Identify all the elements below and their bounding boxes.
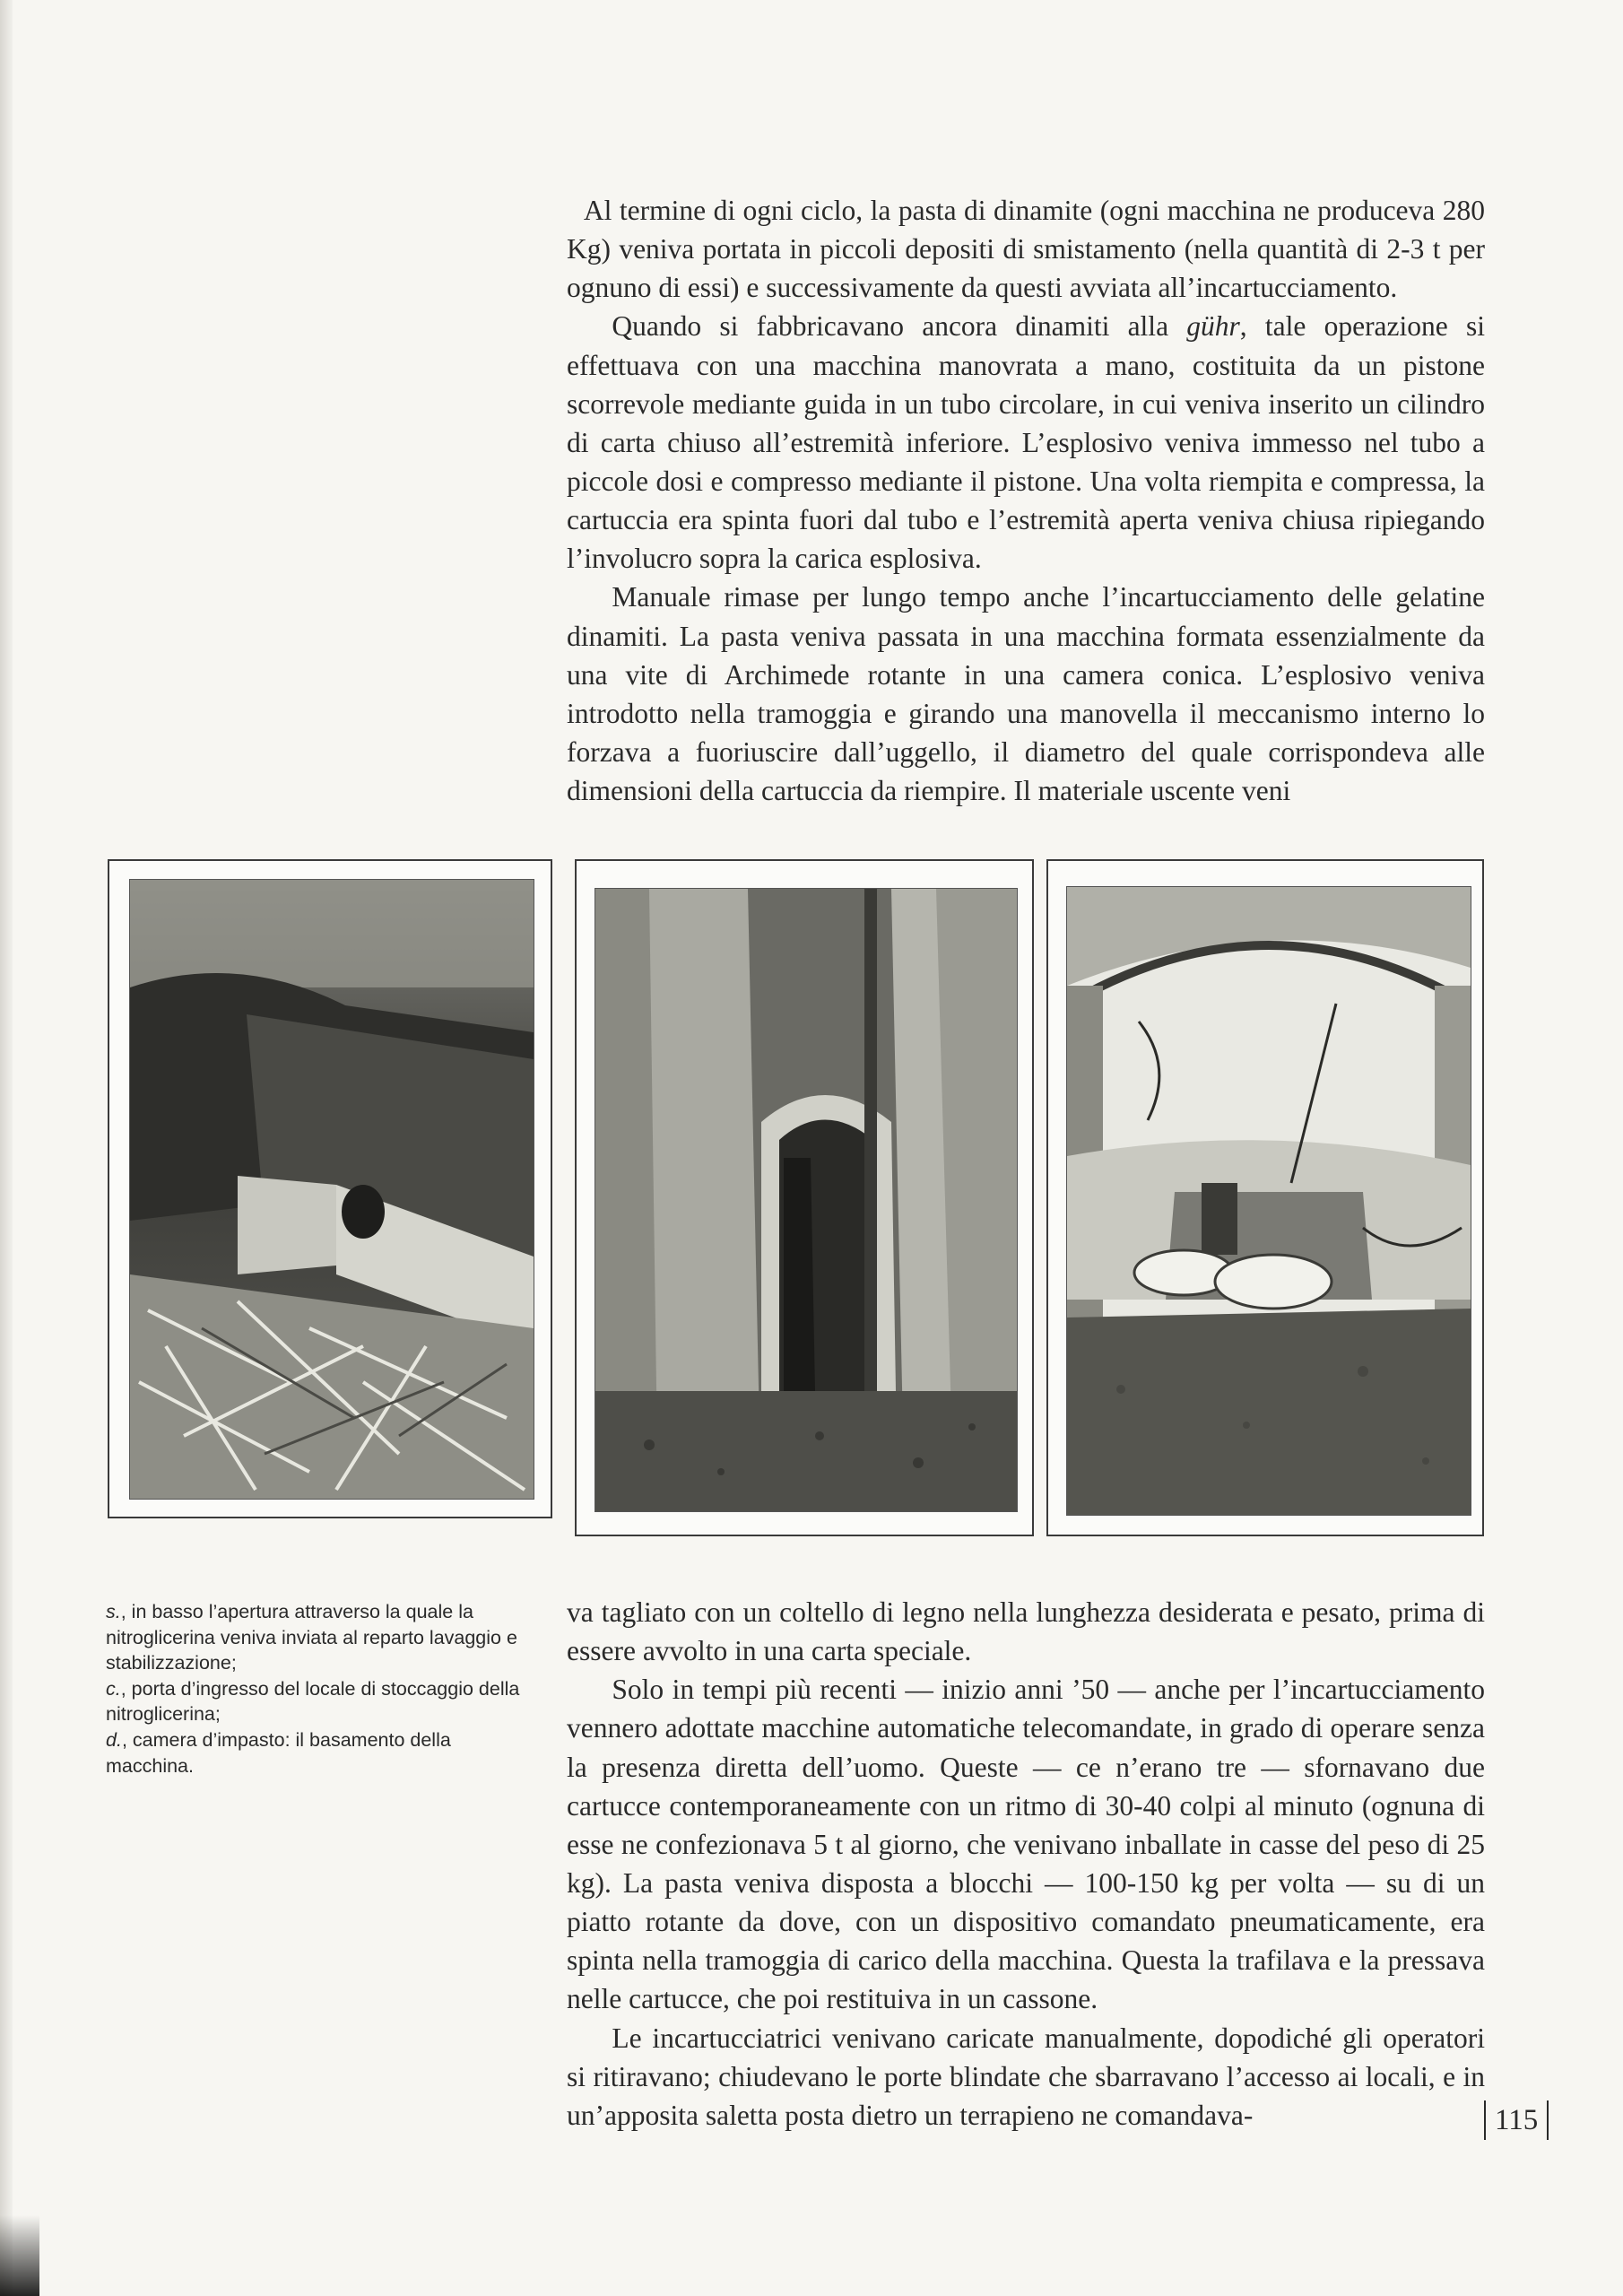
photo-c [595,888,1018,1512]
paragraph: Manuale rimase per lungo tempo anche l’incartucciamento delle gelatine dinamiti. La pasta veniva passata in una macchina formata essenzialmente da una vite di Archimede rotante in una camera conica. L’esplosivo veniva introdotto nella tramoggia e girando una manovella il meccanismo interno lo forzava a fuoriuscire dall’uggello, il diametro del quale corrispondeva alle dimensioni della cartuccia da riempire. Il materiale uscente veni [567,581,1485,807]
lower-text-column [567,1593,1485,2135]
caption-label: c. [106,1677,121,1700]
photo-frame-c [575,859,1034,1536]
caption-text: , camera d’impasto: il basamento della macchina. [106,1728,451,1777]
binding-shadow [0,2215,39,2296]
paragraph: Solo in tempi più recenti — inizio anni ’50 — anche per l’incartucciamento vennero adottate macchine automatiche telecomandate, in grado di operare senza la presenza diretta dell’uomo. Queste — ce n’erano tre — sfornavano due cartucce contemporaneamente con un ritmo di 30-40 colpi al minuto (ognuna di esse ne confezionava 5 t al giorno, che venivano inballate in casse del peso di 25 kg). La pasta veniva disposta a blocchi — 100-150 kg per volta — su di un piatto rotante da dove, con un dispositivo comandato pneumaticamente, era spinta nella tramoggia di carico della macchina. Questa la trafilava e la pressava nelle cartucce, che poi restituiva in un cassone. [567,1674,1485,2015]
paragraph: Al termine di ogni ciclo, la pasta di dinamite (ogni macchina ne produceva 280 Kg) veniva portata in piccoli depositi di smistamento (nella quantità di 2-3 t per ognuno di essi) e successivamente da questi avviata all’incartucciamento. [567,195,1485,304]
page-number: 115 [1495,2103,1539,2136]
photo-d [1066,886,1471,1516]
page-spine [0,0,13,2296]
italic-term: gühr [1186,310,1240,343]
text-span: , tale operazione si effettuava con una macchina manovrata a mano, costituita da un pistone scorrevole mediante guida in un tubo circolare, in cui veniva inserito un cilindro di carta chiuso all’estremità inferiore. L’esplosivo veniva immesso nel tubo a piccole dosi e compresso mediante il pistone. Una volta riempita e compressa, la cartuccia era spinta fuori dal tubo e l’estremità aperta veniva chiusa ripiegando l’involucro sopra la carica esplosiva. [567,310,1485,575]
photo-b [129,879,534,1500]
page-number-rule-right [1547,2100,1549,2140]
caption-label: d. [106,1728,122,1751]
caption-text: , in basso l’apertura attraverso la quale la nitroglicerina veniva inviata al reparto lavaggio e stabilizzazione; [106,1601,517,1674]
caption-item-d [106,1727,534,1779]
upper-text-column [567,191,1485,810]
caption-label: s. [106,1601,121,1622]
paragraph: Le incartucciatrici venivano caricate manualmente, dopodiché gli operatori si ritiravano; chiudevano le porte blindate che sbarravano l’accesso ai locali, e in un’apposita saletta posta dietro un terrapieno ne comandava- [567,2022,1485,2131]
paragraph: va tagliato con un coltello di legno nella lunghezza desiderata e pesato, prima di essere avvolto in una carta speciale. [567,1596,1485,1667]
paragraph [567,307,1485,578]
photo-frame-b [108,859,552,1518]
figure-caption [106,1599,534,1779]
caption-text: , porta d’ingresso del locale di stoccaggio della nitroglicerina; [106,1677,520,1726]
photo-frame-d [1046,859,1484,1536]
caption-item-c [106,1676,534,1727]
caption-item-b [106,1599,534,1676]
text-span: Quando si fabbricavano ancora dinamiti alla [612,310,1187,343]
page-number-block [1484,2100,1549,2141]
